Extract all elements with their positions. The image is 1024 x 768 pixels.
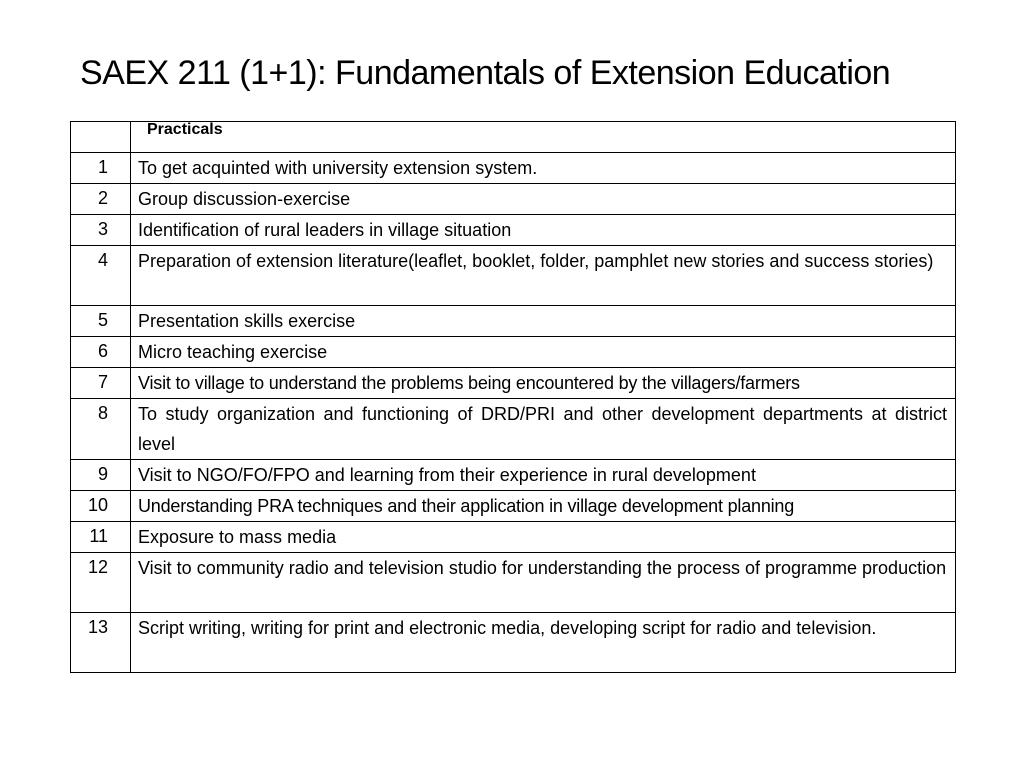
- header-number-cell: [71, 122, 131, 153]
- row-text: Preparation of extension literature(leaflet, booklet, folder, pamphlet new stories and success stories): [131, 246, 956, 306]
- row-number: 4: [71, 246, 131, 306]
- row-number: 2: [71, 184, 131, 215]
- table-row: [71, 368, 956, 399]
- table-row: [71, 613, 956, 673]
- slide-title: SAEX 211 (1+1): Fundamentals of Extension Education: [80, 54, 891, 92]
- table-row: [71, 522, 956, 553]
- row-text: Understanding PRA techniques and their application in village development planning: [131, 491, 956, 522]
- row-text: Visit to NGO/FO/FPO and learning from their experience in rural development: [131, 460, 956, 491]
- row-number: 7: [71, 368, 131, 399]
- row-number: 9: [71, 460, 131, 491]
- row-number: 3: [71, 215, 131, 246]
- row-number: 13: [71, 613, 131, 673]
- table-row: [71, 153, 956, 184]
- row-number: 10: [71, 491, 131, 522]
- row-text: Micro teaching exercise: [131, 337, 956, 368]
- table-row: [71, 337, 956, 368]
- table-row: [71, 246, 956, 306]
- row-number: 8: [71, 399, 131, 460]
- practicals-table: [70, 121, 956, 673]
- row-text: Presentation skills exercise: [131, 306, 956, 337]
- table-header-row: [71, 122, 956, 153]
- table-row: [71, 306, 956, 337]
- header-practicals-label: Practicals: [131, 122, 956, 153]
- row-text: Visit to village to understand the problems being encountered by the villagers/farmers: [131, 368, 956, 399]
- row-text: To get acquinted with university extension system.: [131, 153, 956, 184]
- table-row: [71, 399, 956, 460]
- row-text: Visit to community radio and television studio for understanding the process of programme production: [131, 553, 956, 613]
- row-text: Script writing, writing for print and electronic media, developing script for radio and television.: [131, 613, 956, 673]
- row-number: 5: [71, 306, 131, 337]
- table-row: [71, 553, 956, 613]
- row-number: 6: [71, 337, 131, 368]
- row-number: 12: [71, 553, 131, 613]
- row-text: Exposure to mass media: [131, 522, 956, 553]
- table-row: [71, 491, 956, 522]
- row-number: 11: [71, 522, 131, 553]
- row-number: 1: [71, 153, 131, 184]
- row-text: Group discussion-exercise: [131, 184, 956, 215]
- table-row: [71, 184, 956, 215]
- row-text: Identification of rural leaders in village situation: [131, 215, 956, 246]
- row-text: To study organization and functioning of DRD/PRI and other development departments at district level: [131, 399, 956, 460]
- table-row: [71, 460, 956, 491]
- table-row: [71, 215, 956, 246]
